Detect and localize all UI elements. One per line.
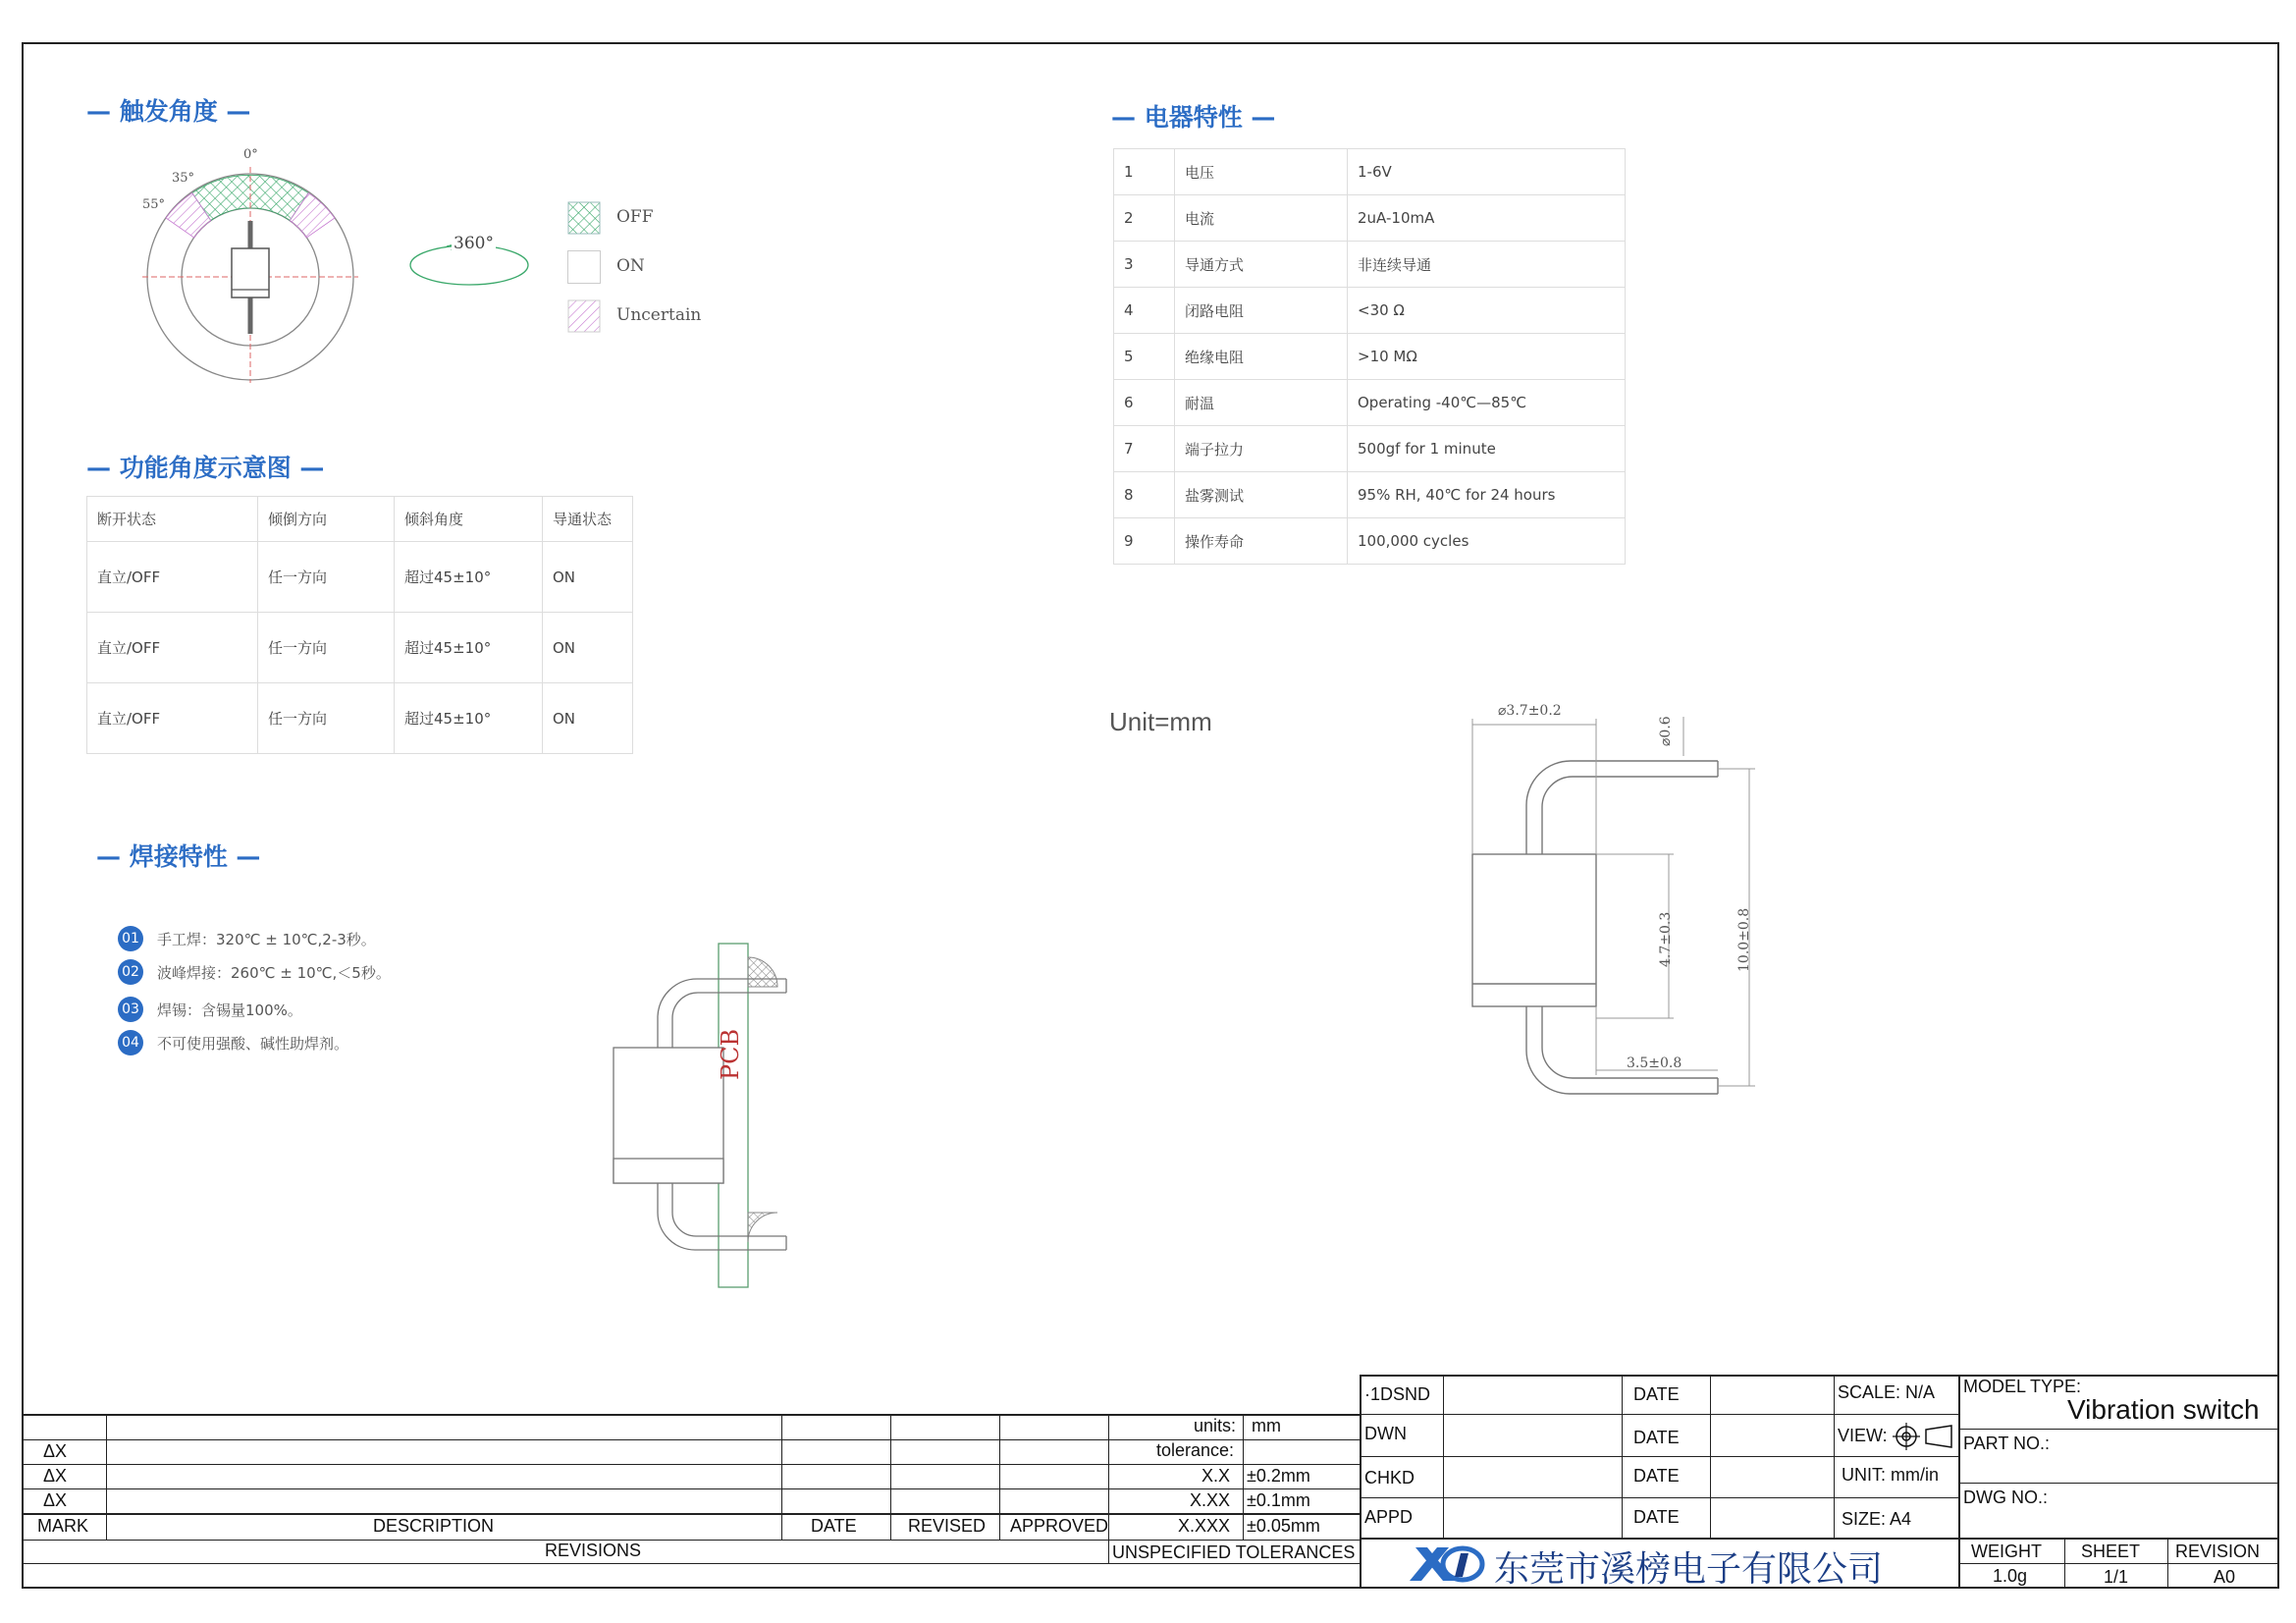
- function-header-cell: 倾倒方向: [258, 497, 395, 542]
- welding-item-number: 03: [118, 997, 143, 1022]
- param-value: 2uA-10mA: [1348, 195, 1626, 242]
- dwg-no-label: DWG NO.:: [1963, 1488, 2048, 1507]
- tolerance-value: ±0.2mm: [1247, 1466, 1310, 1486]
- rule: [2064, 1538, 2065, 1589]
- rule: [890, 1414, 891, 1540]
- rule: [2167, 1538, 2168, 1589]
- rule: [999, 1414, 1000, 1540]
- model-type-value: Vibration switch: [2067, 1394, 2260, 1425]
- rule: [22, 1513, 1362, 1515]
- welding-item-text: 焊锡：含锡量100%。: [157, 1001, 302, 1019]
- units-label: units:: [1194, 1416, 1237, 1435]
- revision-label: REVISION: [2175, 1542, 2261, 1561]
- revision-mark: ΔX: [43, 1490, 68, 1510]
- rule: [1360, 1538, 2279, 1540]
- company-name: 东莞市溪榜电子有限公司: [1494, 1549, 1884, 1590]
- function-header-cell: 倾斜角度: [395, 497, 543, 542]
- angle-label-0: 0°: [243, 147, 258, 162]
- table-row: [1114, 149, 1626, 195]
- row-index: 8: [1114, 472, 1175, 518]
- signoff-role: DWN: [1364, 1424, 1407, 1443]
- signoff-date: DATE: [1633, 1466, 1680, 1486]
- param-name: 导通方式: [1175, 242, 1348, 288]
- legend-on-swatch: [567, 250, 601, 284]
- param-value: 非连续导通: [1348, 242, 1626, 288]
- rule: [22, 1464, 1362, 1465]
- col-description: DESCRIPTION: [373, 1516, 495, 1536]
- param-value: >10 MΩ: [1348, 334, 1626, 380]
- rule: [22, 1563, 1362, 1564]
- table-cell: 直立/OFF: [87, 683, 258, 754]
- table-row: [1114, 518, 1626, 565]
- welding-item: [118, 958, 391, 986]
- rule: [1360, 1375, 2279, 1377]
- pcb-mounting-drawing: [604, 938, 800, 1296]
- param-value: 100,000 cycles: [1348, 518, 1626, 565]
- signoff-role: APPD: [1364, 1507, 1414, 1527]
- rule: [1958, 1483, 2279, 1484]
- angle-label-35: 35°: [172, 171, 195, 186]
- company-logo: [1406, 1542, 1486, 1585]
- col-date: DATE: [811, 1516, 857, 1536]
- param-name: 电流: [1175, 195, 1348, 242]
- tolerance-value: ±0.05mm: [1247, 1516, 1320, 1536]
- table-cell: 超过45±10°: [395, 542, 543, 613]
- table-cell: ON: [543, 542, 633, 613]
- param-value: 1-6V: [1348, 149, 1626, 195]
- table-row: [87, 613, 633, 683]
- section-title-trigger-angle: — 触发角度 —: [86, 97, 251, 126]
- function-angle-table: [86, 496, 633, 754]
- rule: [1243, 1414, 1244, 1540]
- rotation-label: 360°: [454, 234, 494, 253]
- welding-item: [118, 1029, 348, 1056]
- row-index: 6: [1114, 380, 1175, 426]
- table-row: [1114, 380, 1626, 426]
- table-cell: ON: [543, 683, 633, 754]
- rule: [781, 1414, 782, 1540]
- row-index: 7: [1114, 426, 1175, 472]
- legend-off-label: OFF: [616, 207, 654, 227]
- table-cell: 任一方向: [258, 613, 395, 683]
- tolerance-value: ±0.1mm: [1247, 1490, 1310, 1510]
- col-approved: APPROVED: [1010, 1516, 1109, 1536]
- sheet-value: 1/1: [2104, 1567, 2129, 1587]
- model-type-label: MODEL TYPE:: [1963, 1377, 2082, 1396]
- dim-pin: ⌀0.6: [1658, 716, 1674, 746]
- col-revised: REVISED: [908, 1516, 987, 1536]
- table-row: [87, 683, 633, 754]
- rule: [1958, 1563, 2279, 1564]
- table-cell: ON: [543, 613, 633, 683]
- signoff-role: ·1DSND: [1364, 1384, 1431, 1404]
- table-cell: 直立/OFF: [87, 542, 258, 613]
- table-cell: 直立/OFF: [87, 613, 258, 683]
- welding-item-text: 手工焊：320℃ ± 10℃,2-3秒。: [157, 930, 376, 948]
- table-cell: 任一方向: [258, 542, 395, 613]
- tolerance-key: X.XXX: [1178, 1516, 1231, 1536]
- tolerance-key: X.XX: [1190, 1490, 1231, 1510]
- section-title-function-angle: — 功能角度示意图 —: [86, 454, 325, 482]
- row-index: 4: [1114, 288, 1175, 334]
- rule: [1360, 1497, 1958, 1498]
- param-value: 95% RH, 40℃ for 24 hours: [1348, 472, 1626, 518]
- welding-item-text: 不可使用强酸、碱性助焊剂。: [157, 1034, 349, 1053]
- rule: [22, 1488, 1362, 1489]
- section-title-welding: — 焊接特性 —: [96, 842, 261, 871]
- function-header-cell: 断开状态: [87, 497, 258, 542]
- tolerance-label: tolerance:: [1156, 1440, 1235, 1460]
- welding-item-number: 02: [118, 959, 143, 985]
- welding-item: [118, 925, 376, 952]
- param-value: Operating -40℃—85℃: [1348, 380, 1626, 426]
- rule: [1834, 1375, 1835, 1538]
- dim-total: 10.0±0.8: [1736, 907, 1752, 972]
- table-cell: 超过45±10°: [395, 683, 543, 754]
- units-value: mm: [1252, 1416, 1281, 1435]
- param-name: 盐雾测试: [1175, 472, 1348, 518]
- rule: [1360, 1456, 1958, 1457]
- param-name: 绝缘电阻: [1175, 334, 1348, 380]
- table-row: [1114, 195, 1626, 242]
- unit-label: Unit=mm: [1109, 707, 1212, 736]
- unit-label-tb: UNIT: mm/in: [1842, 1465, 1939, 1485]
- row-index: 3: [1114, 242, 1175, 288]
- col-mark: MARK: [37, 1516, 89, 1536]
- legend-off-swatch: [567, 201, 601, 235]
- projection-view-icon: [1893, 1422, 1956, 1451]
- param-name: 操作寿命: [1175, 518, 1348, 565]
- view-label: VIEW:: [1838, 1426, 1888, 1445]
- rule: [1360, 1375, 1362, 1589]
- weight-label: WEIGHT: [1971, 1542, 2042, 1561]
- param-value: <30 Ω: [1348, 288, 1626, 334]
- signoff-date: DATE: [1633, 1428, 1680, 1447]
- sheet-label: SHEET: [2081, 1542, 2141, 1561]
- tolerances-footer: UNSPECIFIED TOLERANCES: [1112, 1542, 1356, 1562]
- part-no-label: PART NO.:: [1963, 1434, 2051, 1453]
- rule: [1108, 1414, 1109, 1563]
- table-row: [87, 542, 633, 613]
- table-row: [1114, 242, 1626, 288]
- rule: [1443, 1375, 1444, 1538]
- rule: [1360, 1414, 1958, 1415]
- revision-value: A0: [2214, 1567, 2236, 1587]
- row-index: 5: [1114, 334, 1175, 380]
- dim-lead: 3.5±0.8: [1627, 1055, 1682, 1071]
- tolerance-key: X.X: [1201, 1466, 1231, 1486]
- welding-item-number: 01: [118, 926, 143, 951]
- row-index: 2: [1114, 195, 1175, 242]
- welding-item: [118, 996, 302, 1023]
- signoff-date: DATE: [1633, 1507, 1680, 1527]
- table-row: [1114, 426, 1626, 472]
- legend-uncertain-swatch: [567, 299, 601, 333]
- legend-uncertain-label: Uncertain: [616, 305, 702, 325]
- table-cell: 任一方向: [258, 683, 395, 754]
- function-table-header: [87, 497, 633, 542]
- weight-value: 1.0g: [1993, 1566, 2028, 1586]
- row-index: 9: [1114, 518, 1175, 565]
- signoff-role: CHKD: [1364, 1468, 1415, 1488]
- section-title-electrical: — 电器特性 —: [1111, 103, 1276, 132]
- table-row: [1114, 334, 1626, 380]
- row-index: 1: [1114, 149, 1175, 195]
- angle-label-55: 55°: [142, 197, 166, 212]
- rule: [106, 1414, 107, 1540]
- dim-body: 4.7±0.3: [1658, 911, 1674, 967]
- signoff-date: DATE: [1633, 1384, 1680, 1404]
- function-header-cell: 导通状态: [543, 497, 633, 542]
- revisions-footer: REVISIONS: [545, 1541, 642, 1560]
- dimension-drawing: [1453, 697, 1777, 1119]
- param-value: 500gf for 1 minute: [1348, 426, 1626, 472]
- rule: [1958, 1429, 2279, 1430]
- table-cell: 超过45±10°: [395, 613, 543, 683]
- rule: [22, 1540, 1362, 1541]
- param-name: 耐温: [1175, 380, 1348, 426]
- param-name: 端子拉力: [1175, 426, 1348, 472]
- rule: [1710, 1375, 1711, 1538]
- param-name: 闭路电阻: [1175, 288, 1348, 334]
- welding-item-number: 04: [118, 1030, 143, 1055]
- rule: [1622, 1375, 1623, 1538]
- electrical-table: [1113, 148, 1626, 565]
- table-row: [1114, 472, 1626, 518]
- revision-mark: ΔX: [43, 1441, 68, 1461]
- pcb-label: PCB: [717, 1028, 744, 1080]
- size-label: SIZE: A4: [1842, 1509, 1912, 1529]
- welding-item-text: 波峰焊接：260℃ ± 10℃,＜5秒。: [157, 963, 391, 982]
- rule: [1958, 1375, 1960, 1589]
- dim-diameter: ⌀3.7±0.2: [1498, 703, 1562, 719]
- revision-mark: ΔX: [43, 1466, 68, 1486]
- legend-on-label: ON: [616, 256, 645, 276]
- table-row: [1114, 288, 1626, 334]
- param-name: 电压: [1175, 149, 1348, 195]
- rule: [22, 1414, 1362, 1416]
- scale-label: SCALE: N/A: [1838, 1382, 1936, 1402]
